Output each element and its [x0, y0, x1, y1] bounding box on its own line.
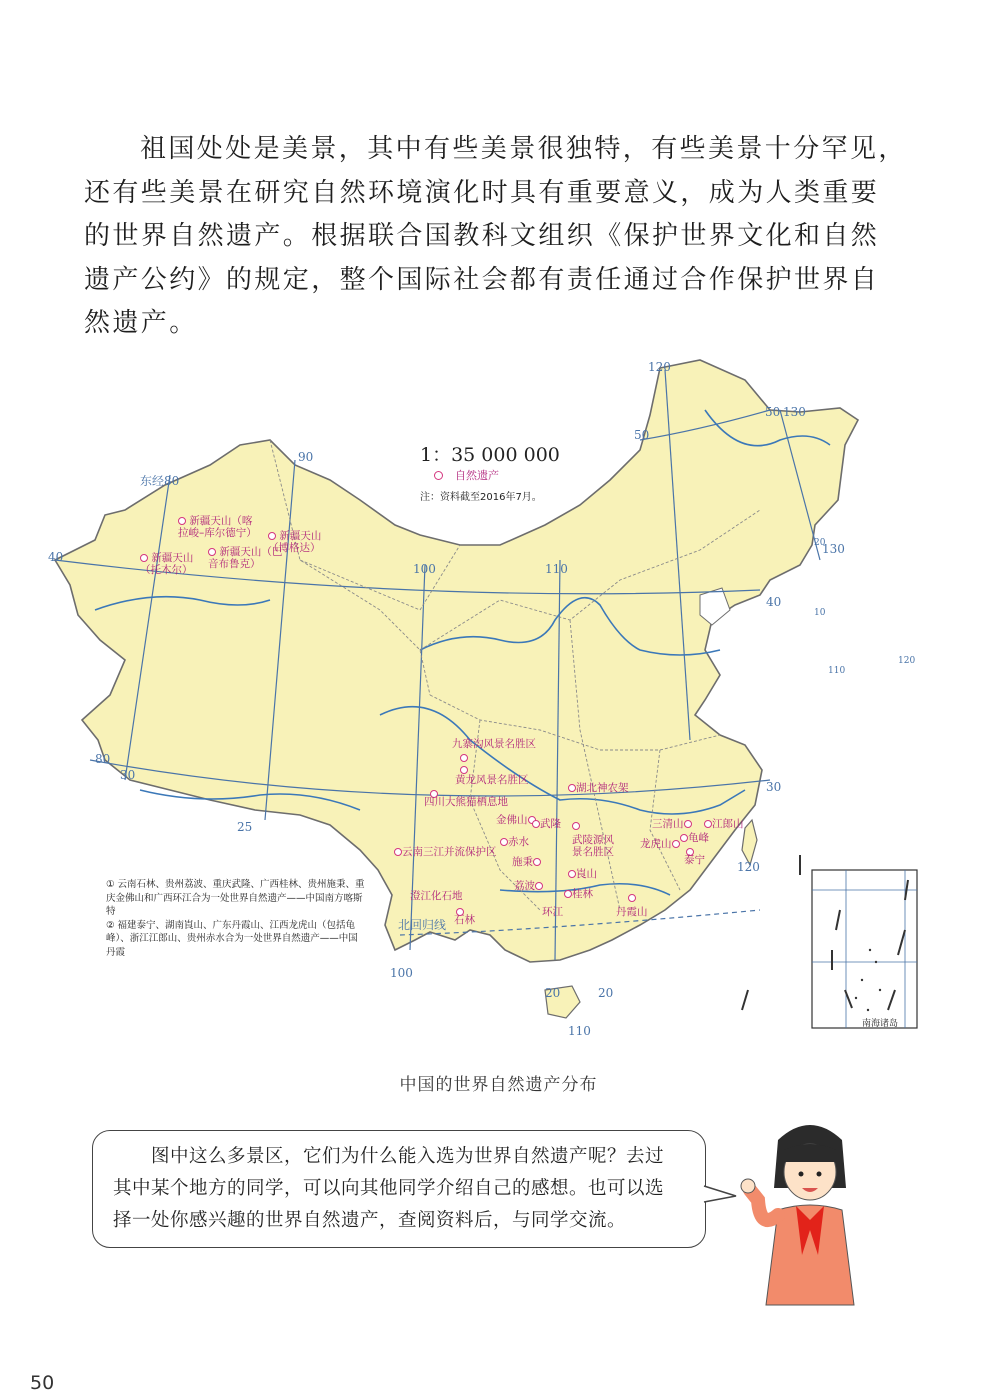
heritage-site-icon — [564, 890, 572, 898]
coord-label: 50 — [765, 405, 781, 419]
site-label: 三清山 — [652, 818, 692, 830]
coord-label: 50 — [634, 428, 650, 442]
heritage-site-icon — [460, 766, 468, 774]
site-label: 石林 — [454, 914, 475, 926]
intro-paragraph — [84, 128, 907, 346]
site-label: 武陵源风景名胜区 — [572, 834, 614, 858]
site-label: 江郎山 — [704, 818, 744, 830]
coord-label: 30 — [120, 768, 136, 782]
heritage-site-icon — [704, 820, 712, 828]
paragraph-line: 还有些美景在研究自然环境演化时具有重要意义，成为人类重要 — [84, 177, 880, 208]
heritage-site-icon — [568, 784, 576, 792]
heritage-site-icon — [684, 820, 692, 828]
inset-coord: 20 — [814, 538, 826, 548]
tropic-label: 北回归线 — [398, 918, 447, 932]
map-footnotes — [106, 878, 366, 959]
heritage-site-icon — [460, 754, 468, 762]
inset-coord: 120 — [898, 656, 916, 666]
site-label: 荔波 — [514, 880, 543, 892]
heritage-site-icon — [140, 554, 148, 562]
bubble-line: 择一处你感兴趣的世界自然遗产，查阅资料后，与同学交流。 — [113, 1210, 627, 1231]
coord-label: 40 — [48, 550, 64, 564]
south-china-sea-inset — [812, 870, 917, 1028]
site-label: 新疆天山（喀拉峻–库尔德宁） — [178, 515, 257, 539]
site-label: 桂林 — [564, 888, 593, 900]
heritage-site-icon — [394, 848, 402, 856]
site-label: 龟峰 — [680, 832, 709, 844]
coord-label: 东经80 — [140, 474, 180, 488]
site-label: 湖北神农架 — [568, 782, 629, 794]
paragraph-line: 遗产公约》的规定，整个国际社会都有责任通过合作保护世界自 — [84, 264, 880, 295]
site-label: 黄龙风景名胜区 — [455, 774, 529, 786]
bubble-line: 图中这么多景区，它们为什么能入选为世界自然遗产呢？去过 — [151, 1146, 665, 1167]
site-label: 施秉 — [512, 856, 541, 868]
coord-label: 110 — [545, 562, 568, 576]
site-label: 环江 — [542, 906, 563, 918]
heritage-site-icon — [500, 838, 508, 846]
coord-label: 120 — [648, 360, 671, 374]
paragraph-line: 的世界自然遗产。根据联合国教科文组织《保护世界文化和自然 — [84, 221, 880, 251]
coord-label: 100 — [390, 966, 413, 980]
paragraph-line: 然遗产。 — [84, 308, 198, 338]
coord-label: 80 — [95, 752, 111, 766]
site-label: 武隆 — [532, 818, 561, 830]
map-legend — [434, 467, 499, 483]
site-label: 泰宁 — [684, 854, 705, 866]
site-label: 龙虎山 — [640, 838, 680, 850]
site-label: 新疆天山（托木尔） — [140, 552, 194, 576]
coord-label: 110 — [568, 1024, 591, 1038]
site-label: 金佛山 — [496, 814, 536, 826]
heritage-site-icon — [680, 834, 688, 842]
heritage-site-icon — [572, 822, 580, 830]
coord-label: 90 — [298, 450, 314, 464]
heritage-site-icon — [533, 858, 541, 866]
heritage-site-icon — [535, 882, 543, 890]
site-label: 崀山 — [568, 868, 597, 880]
bubble-text — [113, 1141, 693, 1237]
coord-label: 100 — [413, 562, 436, 576]
speech-bubble — [92, 1130, 706, 1248]
coord-label: 25 — [237, 820, 253, 834]
legend-label: 自然遗产 — [455, 469, 499, 482]
site-label: 澄江化石地 — [410, 890, 463, 902]
bubble-line: 其中某个地方的同学，可以向其他同学介绍自己的感想。也可以选 — [113, 1178, 665, 1199]
map-note: 注：资料截至2016年7月。 — [420, 492, 542, 503]
heritage-site-icon — [672, 840, 680, 848]
heritage-site-icon — [434, 471, 443, 480]
paragraph-line: 祖国处处是美景，其中有些美景很独特，有些美景十分罕见， — [140, 134, 907, 164]
site-label: 赤水 — [500, 836, 529, 848]
site-label: 新疆天山（博格达） — [268, 530, 322, 554]
inset-coord: 110 — [828, 666, 846, 676]
inset-coord: 10 — [814, 608, 826, 618]
footnote: ② 福建泰宁、湖南崀山、广东丹霞山、江西龙虎山（包括龟峰）、浙江江郎山、贵州赤水合为一处世界自然遗产——中国丹霞 — [106, 919, 358, 958]
site-label: 丹霞山 — [616, 906, 648, 918]
coord-label: 40 — [766, 595, 782, 609]
site-label — [460, 752, 468, 764]
coord-label: 20 — [545, 986, 561, 1000]
site-label — [572, 820, 580, 832]
coord-label: 30 — [766, 780, 782, 794]
heritage-site-icon — [208, 548, 216, 556]
heritage-site-icon — [568, 870, 576, 878]
heritage-site-icon — [628, 894, 636, 902]
site-label: 四川大熊猫栖息地 — [424, 796, 508, 808]
coord-label: 130 — [783, 405, 806, 419]
site-label: 云南三江并流保护区 — [394, 846, 497, 858]
coord-label: 20 — [598, 986, 614, 1000]
page-number: 50 — [30, 1372, 55, 1394]
heritage-site-icon — [178, 517, 186, 525]
taiwan-land — [742, 820, 757, 865]
heritage-site-icon — [532, 820, 540, 828]
coord-label: 130 — [822, 542, 845, 556]
site-label: 新疆天山（巴音布鲁克） — [208, 546, 283, 570]
coord-label: 120 — [737, 860, 760, 874]
site-label: 九寨沟风景名胜区 — [452, 738, 536, 750]
inset-label: 南海诸岛 — [862, 1019, 899, 1029]
girl-illustration — [730, 1110, 890, 1310]
map-caption: 中国的世界自然遗产分布 — [399, 1075, 598, 1095]
heritage-site-icon — [268, 532, 276, 540]
map-scale: 1：35 000 000 — [420, 444, 560, 466]
footnote: ① 云南石林、贵州荔波、重庆武隆、广西桂林、贵州施秉、重庆金佛山和广西环江合为一处世界自然遗产——中国南方喀斯特 — [106, 879, 365, 917]
site-label — [628, 892, 636, 904]
